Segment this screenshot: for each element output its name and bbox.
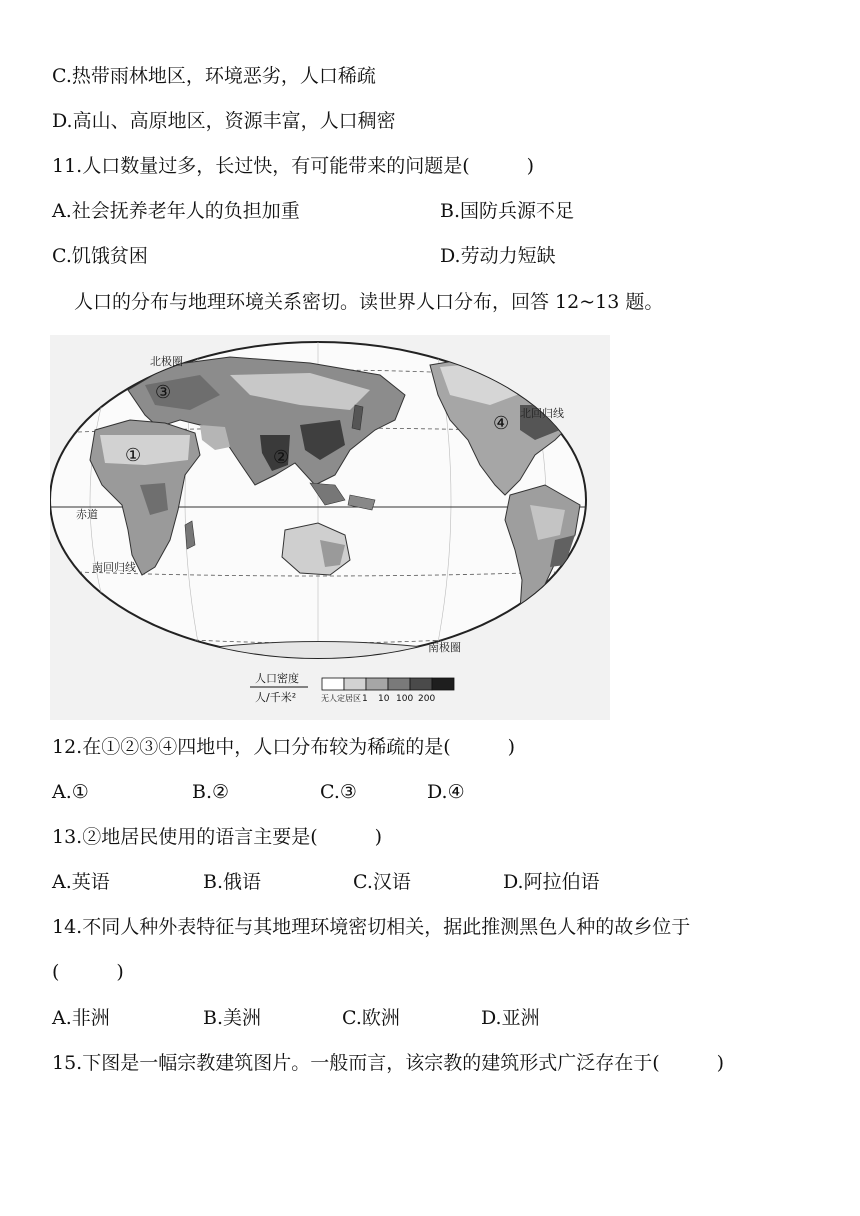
q14-option-c: C.欧洲 [342, 1007, 400, 1029]
legend-swatch-5 [432, 678, 454, 690]
q11-option-c: C.饥饿贫困 [52, 245, 148, 267]
q12-option-a: A.① [52, 781, 89, 803]
q11-option-d: D.劳动力短缺 [440, 245, 556, 267]
q14-option-a: A.非洲 [52, 1007, 110, 1029]
region-marker-2-china: ② [273, 447, 290, 468]
legend-swatch-2 [366, 678, 388, 690]
legend-tick-100: 100 [396, 694, 414, 704]
q12-option-d: D.④ [427, 781, 465, 803]
q13-stem: 13.②地居民使用的语言主要是( ) [52, 826, 383, 848]
legend-tick-1: 1 [362, 694, 368, 704]
legend-tick-200: 200 [418, 694, 436, 704]
q11-option-a: A.社会抚养老年人的负担加重 [52, 200, 300, 222]
q10-option-c: C.热带雨林地区，环境恶劣，人口稀疏 [52, 65, 376, 87]
q12-stem: 12.在①②③④四地中，人口分布较为稀疏的是( ) [52, 736, 516, 758]
q14-option-d: D.亚洲 [481, 1007, 540, 1029]
q14-option-b: B.美洲 [203, 1007, 262, 1029]
legend-unit: 人/千米² [255, 691, 297, 704]
q14-stem: 14.不同人种外表特征与其地理环境密切相关，据此推测黑色人种的故乡位于 [52, 916, 691, 938]
region-marker-3-europe: ③ [155, 382, 172, 403]
legend-title: 人口密度 [255, 672, 299, 685]
q11-stem: 11.人口数量过多，长过快，有可能带来的问题是( ) [52, 155, 535, 177]
equator-label: 赤道 [76, 508, 98, 521]
q12-13-intro: 人口的分布与地理环境关系密切。读世界人口分布，回答 12~13 题。 [74, 291, 664, 313]
region-marker-4-north-america: ④ [493, 413, 510, 434]
q12-option-c: C.③ [320, 781, 357, 803]
q14-answer-paren: ( ) [52, 961, 124, 983]
q10-option-d: D.高山、高原地区，资源丰富，人口稠密 [52, 110, 396, 132]
q13-option-a: A.英语 [52, 871, 110, 893]
legend-swatch-3 [388, 678, 410, 690]
q12-option-b: B.② [192, 781, 230, 803]
arctic-circle-label: 北极圈 [150, 355, 183, 368]
region-marker-1-africa: ① [125, 445, 142, 466]
q15-stem: 15.下图是一幅宗教建筑图片。一般而言，该宗教的建筑形式广泛存在于( ) [52, 1052, 725, 1074]
q11-option-b: B.国防兵源不足 [440, 200, 575, 222]
q13-option-b: B.俄语 [203, 871, 262, 893]
legend-swatch-4 [410, 678, 432, 690]
q13-option-c: C.汉语 [353, 871, 411, 893]
legend-swatch-uninhabited [322, 678, 344, 690]
legend-swatch-1 [344, 678, 366, 690]
legend-uninhabited-label: 无人定居区 [321, 694, 361, 703]
legend-tick-10: 10 [378, 694, 390, 704]
antarctic-circle-label: 南极圈 [428, 641, 461, 654]
tropic-of-capricorn-label: 南回归线 [92, 561, 136, 574]
tropic-of-cancer-label: 北回归线 [520, 407, 564, 420]
world-population-map [50, 335, 610, 720]
q13-option-d: D.阿拉伯语 [503, 871, 600, 893]
